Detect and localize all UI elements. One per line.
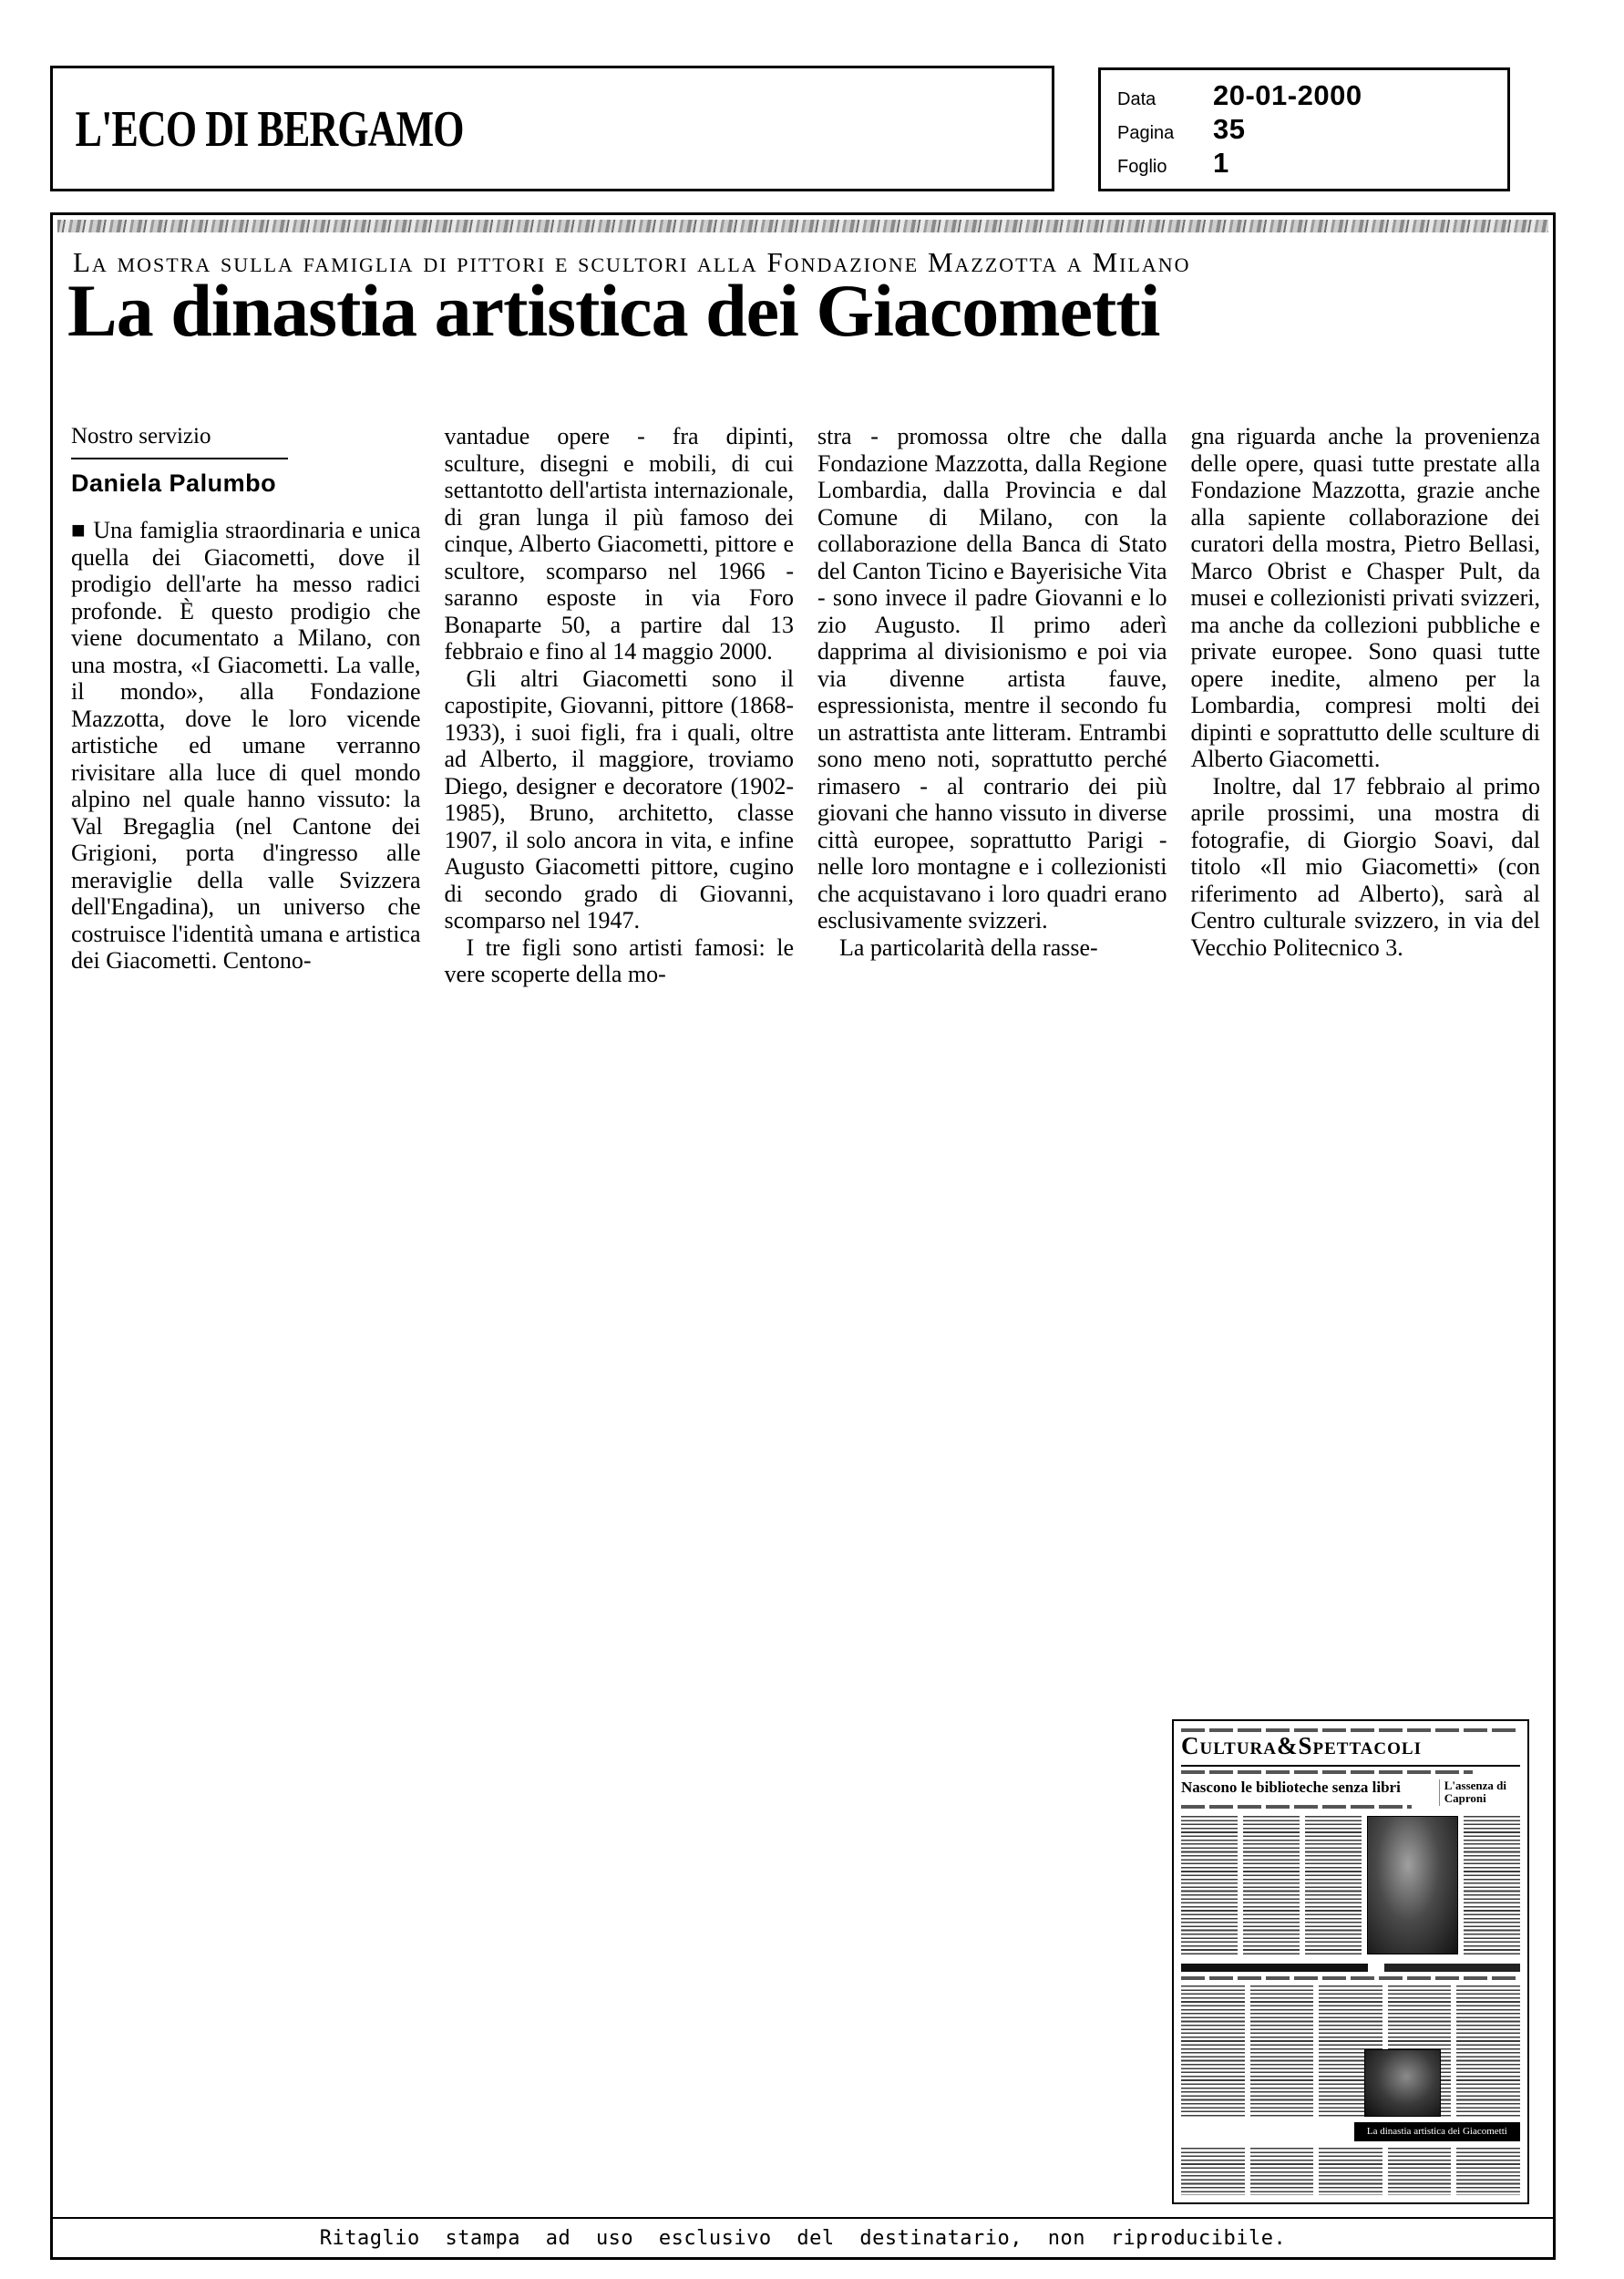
thumbnail-main-headline: Nascono le biblioteche senza libri	[1181, 1779, 1401, 1796]
article-headline: La dinastia artistica dei Giacometti	[67, 269, 1160, 352]
page-value: 35	[1213, 113, 1246, 145]
thumbnail-side-headline: L'assenza di Caproni	[1439, 1779, 1520, 1806]
date-value: 20-01-2000	[1213, 79, 1362, 111]
thumbnail-inner	[1181, 1728, 1520, 2195]
article-column-4	[1191, 423, 1541, 988]
byline-service: Nostro servizio	[71, 423, 288, 459]
thumbnail-title-rule	[1181, 1765, 1520, 1767]
article-column-2	[445, 423, 795, 988]
thumbnail-subhead-bar	[1181, 1964, 1368, 1972]
masthead-box	[50, 66, 1054, 191]
fake-text-column	[1181, 2148, 1245, 2195]
info-row-sheet	[1117, 147, 1491, 180]
clipping-info-box	[1098, 67, 1510, 191]
paragraph: I tre figli sono artisti famosi: le vere scoperte della mo-	[444, 933, 794, 987]
paragraph: Gli altri Giacometti sono il capostipite, Giovanni, pittore (1868-1933), i suoi figli, fra i quali, oltre ad Alberto, il maggiore, troviamo Diego, designer e decoratore (1902-1985), Bruno, architetto, classe 1907, il solo ancora in vita, e infine Augusto Giacometti pittore, cugino di secondo grado di Giovanni, scomparso nel 1947.	[444, 665, 794, 933]
paragraph: stra - promossa oltre che dalla Fondazione Mazzotta, dalla Regione Lombardia, dalla Provincia e dal Comune di Milano, con la collaborazione della Banca di Stato del Canton Ticino e Bayerisiche Vita - sono invece il padre Giovanni e lo zio Augusto. Il primo aderì dapprima al divisionismo e poi via via divenne artista fauve, espressionista, mentre il secondo fu un astrattista ante litteram. Entrambi sono meno noti, soprattutto perché rimasero - al contrario dei più giovani che hanno vissuto in diverse città europee, soprattutto Parigi - nelle loro montagne e i collezionisti che acquistavano i loro quadri erano esclusivamente svizzeri.	[817, 423, 1167, 933]
byline-author: Daniela Palumbo	[71, 469, 277, 497]
thumbnail-body-middle	[1181, 1985, 1520, 2119]
thumbnail-kicker-line	[1181, 1770, 1473, 1774]
info-row-page	[1117, 113, 1491, 146]
thumbnail-article-highlight: La dinastia artistica dei Giacometti	[1354, 2122, 1520, 2141]
thumbnail-sub-line	[1181, 1805, 1412, 1809]
fake-text-column	[1456, 1985, 1520, 2119]
sheet-label: Foglio	[1117, 157, 1167, 177]
thumbnail-section-title: Cultura&Spettacoli	[1181, 1732, 1422, 1759]
paragraph: vantadue opere - fra dipinti, sculture, disegni e mobili, di cui settantotto dell'artista internazionale, di gran lunga il più famoso dei cinque, Alberto Giacometti, pittore e scultore, scomparso nel 1966 - saranno esposte in via Foro Bonaparte 50, a partire dal 13 febbraio e fino al 14 maggio 2000.	[444, 423, 794, 665]
fake-text-column	[1250, 2148, 1314, 2195]
newspaper-page-thumbnail	[1172, 1719, 1529, 2204]
paragraph: ■ Una famiglia straordinaria e unica quella dei Giacometti, dove il prodigio dell'arte ha messo radici profonde. È questo prodigio che viene documentato a Milano, con una mostra, «I Giacometti. La valle, il mondo», alla Fondazione Mazzotta, dove le loro vicende artistiche ed umane verranno rivisitare alla luce di quel mondo alpino nel quale hanno vissuto: la Val Bregaglia (nel Cantone dei Grigioni, porta d'ingresso alle meraviglie della valle Svizzera dell'Engadina), un universo che costruisce l'identità umana e artistica dei Giacometti. Centono-	[71, 517, 421, 974]
article-column-3	[817, 423, 1167, 988]
fake-text-column	[1243, 1816, 1300, 1954]
thumbnail-photo-small	[1364, 2049, 1441, 2117]
torn-paper-edge	[57, 220, 1548, 232]
article-columns	[71, 423, 1540, 988]
page-label: Pagina	[1117, 123, 1175, 143]
footer-strip	[53, 2217, 1553, 2257]
article-clipping	[50, 212, 1556, 2260]
thumbnail-subhead-bar	[1384, 1964, 1520, 1972]
paragraph: gna riguarda anche la provenienza delle opere, quasi tutte prestate alla Fondazione Mazzotta, grazie anche alla sapiente collaborazione dei curatori della mostra, Pietro Bellasi, Marco Obrist e Chasper Pult, da musei e collezionisti privati svizzeri, ma anche da collezioni pubbliche e private europee. Sono quasi tutte opere inedite, almeno per la Lombardia, compresi molti dei dipinti e soprattutto delle sculture di Alberto Giacometti.	[1190, 423, 1540, 772]
fake-text-column	[1319, 2148, 1382, 2195]
fake-text-column	[1181, 1816, 1238, 1954]
sheet-value: 1	[1213, 147, 1229, 179]
newspaper-masthead: L'ECO DI BERGAMO	[75, 99, 464, 158]
thumbnail-body-bottom	[1181, 2148, 1520, 2195]
fake-text-column	[1464, 1816, 1520, 1954]
footer-disclaimer: Ritaglio stampa ad uso esclusivo del destinatario, non riproducibile.	[319, 2226, 1287, 2250]
article-column-1	[71, 423, 421, 988]
fake-text-column	[1388, 2148, 1452, 2195]
info-row-date	[1117, 79, 1491, 112]
thumbnail-photo	[1367, 1816, 1458, 1954]
thumbnail-mid-rule	[1181, 1976, 1520, 1980]
paragraph: La particolarità della rasse-	[839, 933, 1098, 961]
date-label: Data	[1117, 89, 1156, 109]
article-kicker: La mostra sulla famiglia di pittori e scultori alla Fondazione Mazzotta a Milano	[73, 246, 1191, 278]
fake-text-column	[1456, 2148, 1520, 2195]
paragraph: Inoltre, dal 17 febbraio al primo aprile prossimi, una mostra di fotografie, di Giorgio Soavi, dal titolo «Il mio Giacometti» (con riferimento ad Alberto), sarà al Centro culturale svizzero, in via del Vecchio Politecnico 3.	[1190, 772, 1540, 961]
thumbnail-body-top	[1181, 1816, 1520, 1954]
fake-text-column	[1250, 1985, 1314, 2119]
fake-text-column	[1305, 1816, 1362, 1954]
fake-text-column	[1181, 1985, 1245, 2119]
